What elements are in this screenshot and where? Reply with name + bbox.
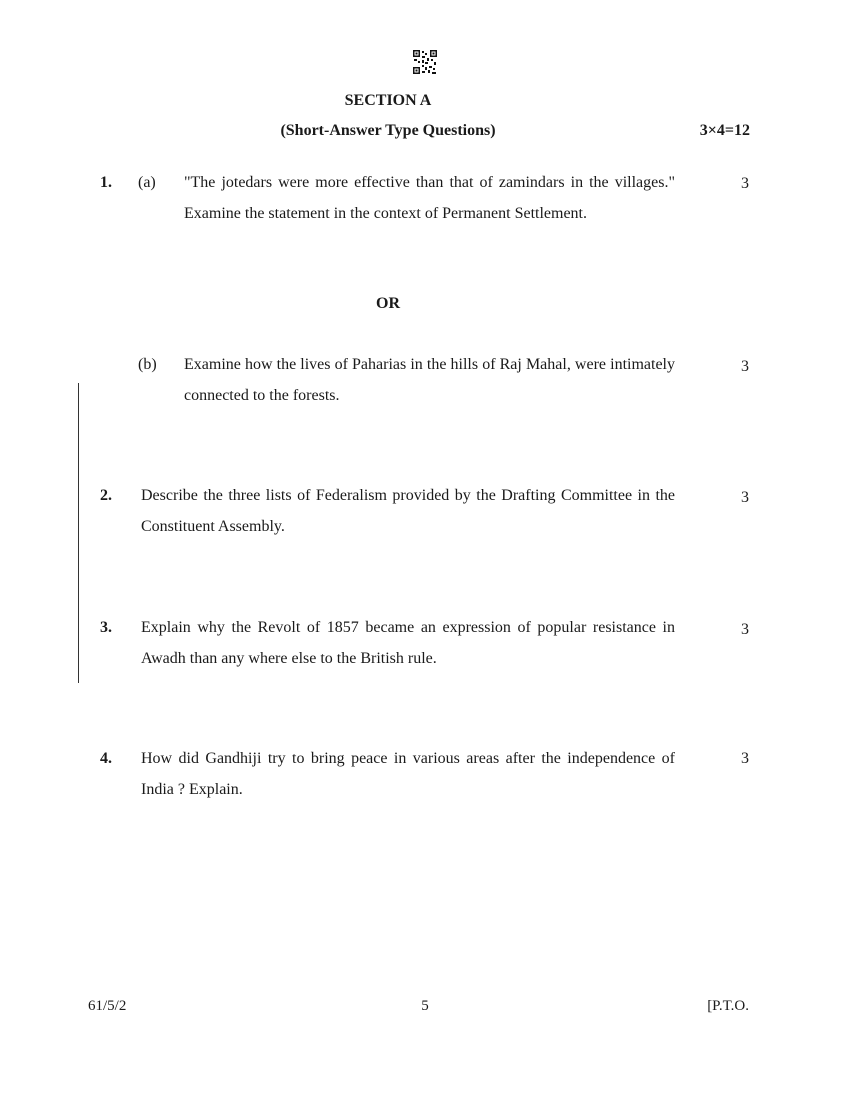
section-title: SECTION A	[344, 92, 432, 109]
question-text: Examine how the lives of Paharias in the hills of Raj Mahal, were intimately connected to the forests.	[184, 356, 675, 404]
section-total-marks: 3×4=12	[699, 122, 750, 139]
question-number: 4.	[100, 750, 112, 767]
question-number: 2.	[100, 487, 112, 504]
question-text: Explain why the Revolt of 1857 became an expression of popular resistance in Awadh than any where else to the British rule.	[141, 619, 675, 667]
qr-code-icon	[413, 50, 437, 74]
paper-code: 61/5/2	[88, 998, 127, 1014]
sub-question-label: (b)	[138, 356, 157, 373]
question-marks: 3	[741, 175, 749, 192]
question-marks: 3	[741, 750, 749, 767]
question-text: Describe the three lists of Federalism provided by the Drafting Committee in the Constituent Assembly.	[141, 487, 675, 535]
page-number: 5	[421, 998, 429, 1014]
sub-question-label: (a)	[138, 174, 156, 191]
question-marks: 3	[741, 489, 749, 506]
pto-note: [P.T.O.	[707, 998, 749, 1014]
or-divider: OR	[376, 295, 400, 312]
question-text: "The jotedars were more effective than that of zamindars in the villages." Examine the statement in the context of Permanent Settlement.	[184, 174, 675, 222]
margin-line	[78, 383, 79, 683]
section-subtitle: (Short-Answer Type Questions)	[280, 122, 496, 139]
question-marks: 3	[741, 621, 749, 638]
question-marks: 3	[741, 358, 749, 375]
question-number: 3.	[100, 619, 112, 636]
question-number: 1.	[100, 174, 112, 191]
question-text: How did Gandhiji try to bring peace in various areas after the independence of India ? Explain.	[141, 750, 675, 798]
